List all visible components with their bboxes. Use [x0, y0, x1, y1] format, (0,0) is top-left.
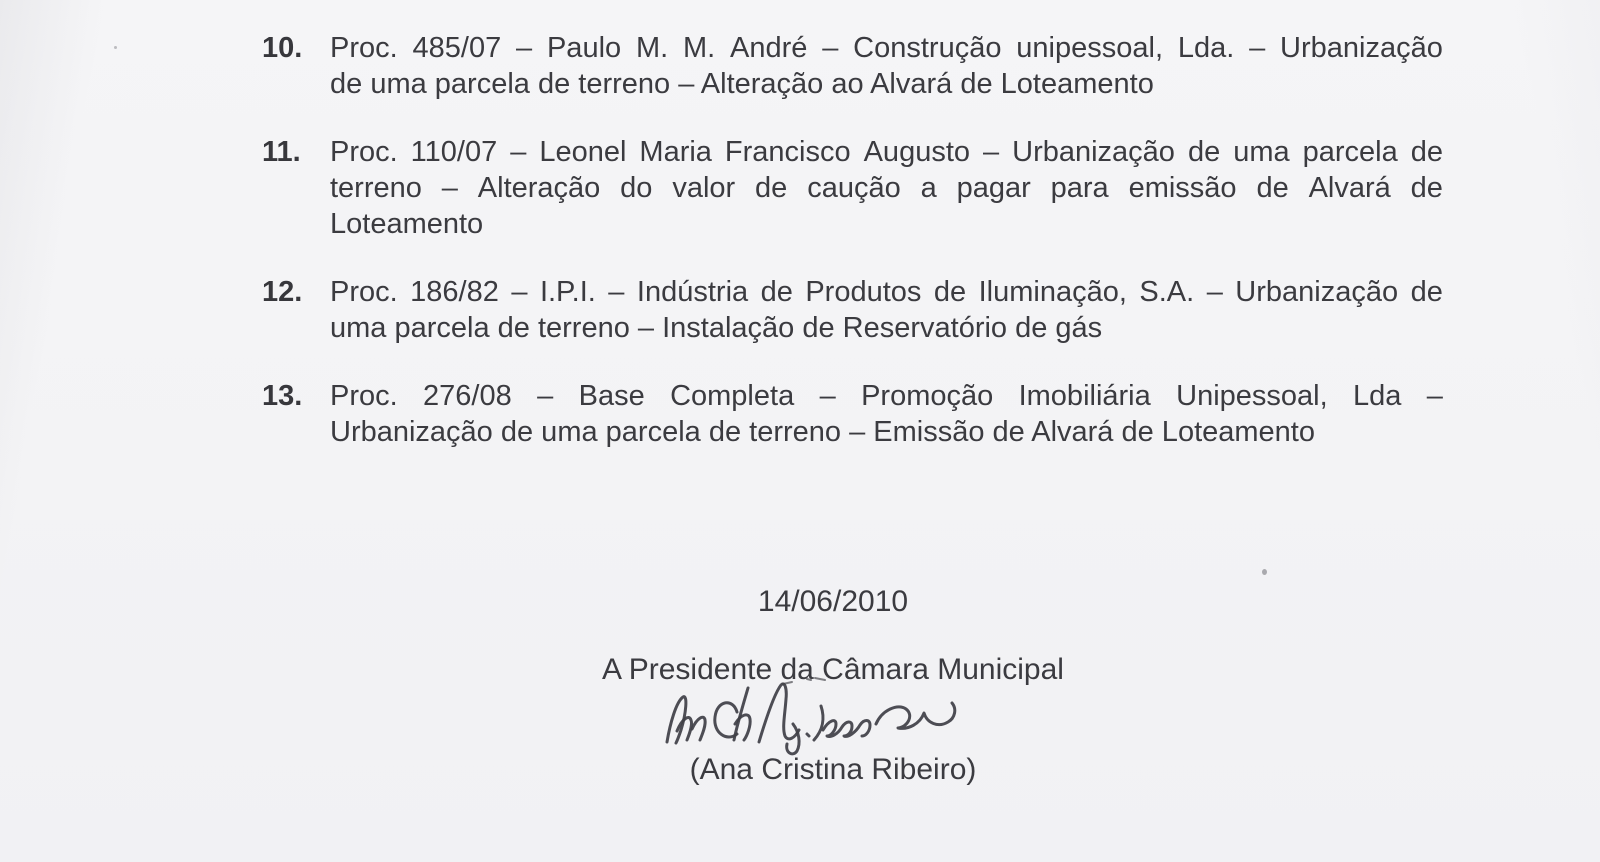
text-line: Proc. 276/08 – Base Completa – Promoção Imobiliária Unipessoal, Lda – [330, 380, 1443, 412]
item-text [330, 378, 1443, 450]
signer-name: (Ana Cristina Ribeiro) [689, 753, 977, 786]
scan-speck [114, 46, 117, 49]
item-text [330, 274, 1443, 346]
item-text [330, 30, 1443, 102]
signer-title: A Presidente da Câmara Municipal [602, 653, 1064, 686]
item-number: 13. [262, 380, 303, 412]
text-line: Loteamento [330, 208, 484, 240]
scan-speck [1262, 569, 1267, 575]
item-number: 10. [262, 32, 303, 64]
item-text [330, 134, 1443, 242]
text-line: Proc. 110/07 – Leonel Maria Francisco Augusto – Urbanização de uma parcela de [330, 136, 1443, 168]
text-line: Proc. 186/82 – I.P.I. – Indústria de Produtos de Iluminação, S.A. – Urbanização de [330, 276, 1443, 308]
text-line: terreno – Alteração do valor de caução a pagar para emissão de Alvará de [330, 172, 1443, 204]
text-line: Proc. 485/07 – Paulo M. M. André – Construção unipessoal, Lda. – Urbanização [330, 32, 1443, 64]
list-item [262, 274, 1443, 346]
text-line: uma parcela de terreno – Instalação de Reservatório de gás [330, 312, 1103, 344]
list-item [262, 30, 1443, 102]
list-item [262, 378, 1443, 450]
list-item [262, 134, 1443, 242]
handwritten-signature-icon [655, 672, 975, 764]
text-line: Urbanização de uma parcela de terreno – Emissão de Alvará de Loteamento [330, 416, 1315, 448]
document-date: 14/06/2010 [757, 585, 909, 618]
text-line: de uma parcela de terreno – Alteração ao Alvará de Loteamento [330, 68, 1154, 100]
item-number: 12. [262, 276, 303, 308]
item-number: 11. [262, 136, 301, 168]
agenda-items-list [262, 30, 1443, 482]
